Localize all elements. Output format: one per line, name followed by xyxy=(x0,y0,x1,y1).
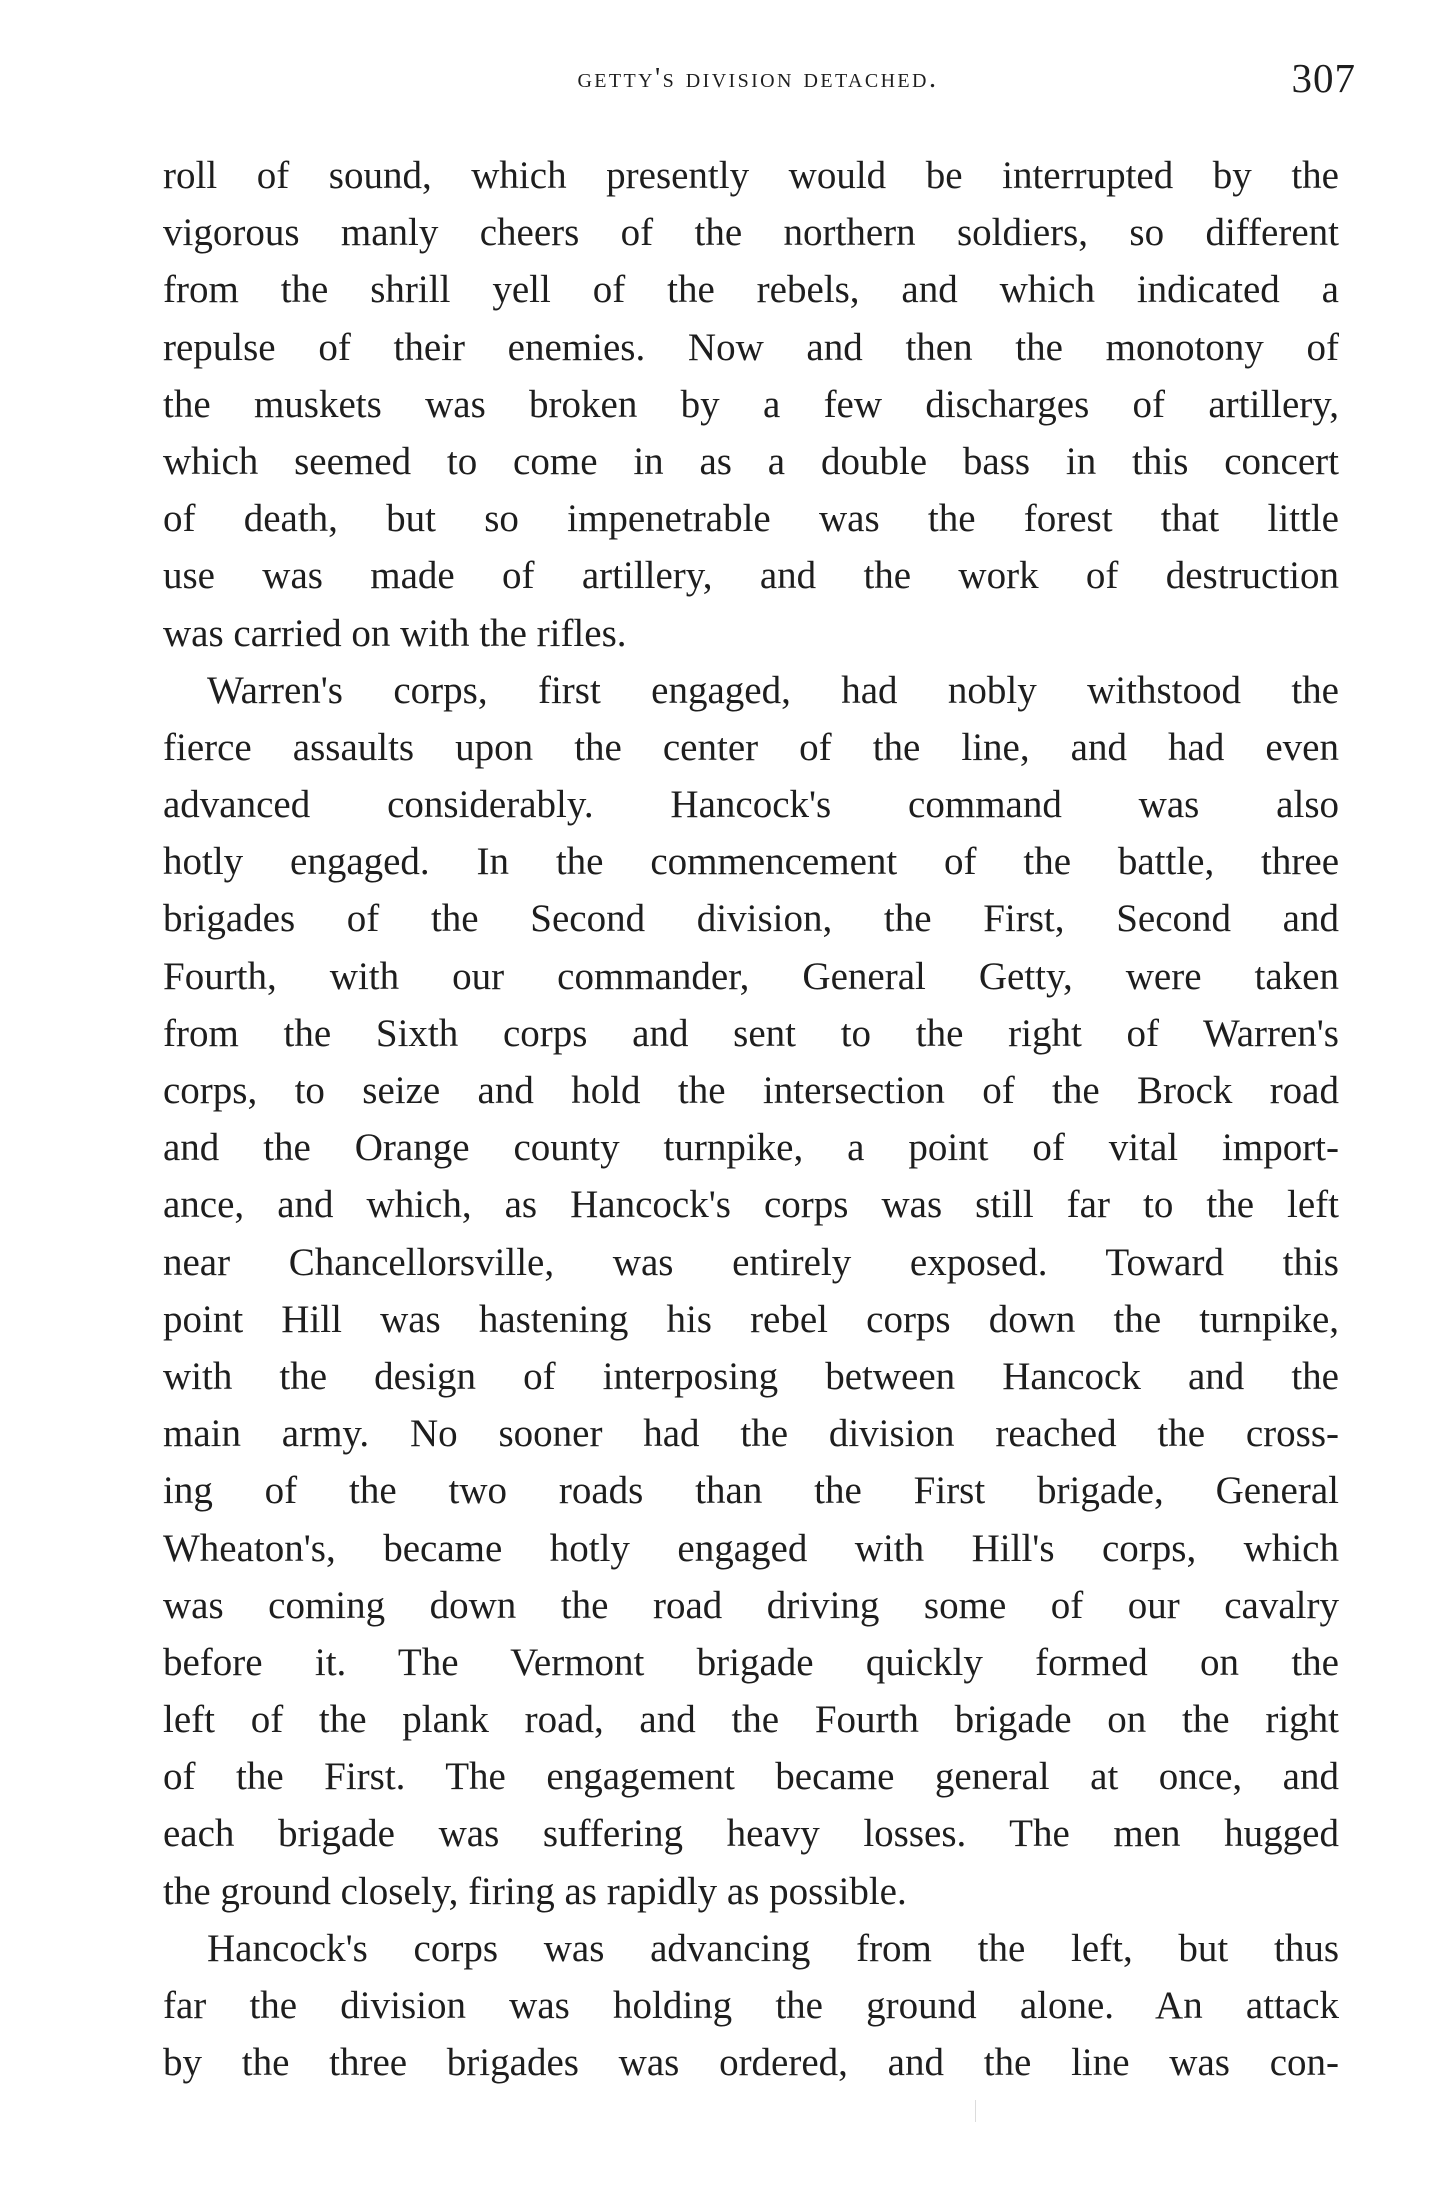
text-line: point Hill was hastening his rebel corps down the turnpike, xyxy=(163,1297,1339,1341)
text-line: use was made of artillery, and the work of destruction xyxy=(163,554,1339,598)
text-line: from the shrill yell of the rebels, and which indicated a xyxy=(163,268,1339,312)
text-line: from the Sixth corps and sent to the right of Warren's xyxy=(163,1011,1339,1055)
paragraph-start-line: Hancock's corps was advancing from the left, but thus xyxy=(207,1926,1339,1970)
text-line: of death, but so impenetrable was the forest that little xyxy=(163,497,1339,541)
running-head xyxy=(160,55,1356,114)
text-line: repulse of their enemies. Now and then the monotony of xyxy=(163,325,1339,369)
text-line: ing of the two roads than the First brigade, General xyxy=(163,1469,1339,1513)
text-line: which seemed to come in as a double bass in this concert xyxy=(163,439,1339,483)
text-line: fierce assaults upon the center of the line, and had even xyxy=(163,725,1339,769)
paragraph-end-line: the ground closely, firing as rapidly as possible. xyxy=(163,1869,907,1913)
text-line: ance, and which, as Hancock's corps was still far to the left xyxy=(163,1183,1339,1227)
text-line: corps, to seize and hold the intersection of the Brock road xyxy=(163,1069,1339,1112)
page-number: 307 xyxy=(1291,55,1356,101)
text-line: far the division was holding the ground alone. An attack xyxy=(163,1984,1339,2027)
text-line: before it. The Vermont brigade quickly formed on the xyxy=(163,1640,1339,1684)
text-line: hotly engaged. In the commencement of the battle, three xyxy=(163,840,1339,884)
text-line: roll of sound, which presently would be interrupted by the xyxy=(163,154,1339,197)
text-line: Wheaton's, became hotly engaged with Hill's corps, which xyxy=(163,1526,1339,1570)
text-line: of the First. The engagement became general at once, and xyxy=(163,1755,1339,1799)
text-line: main army. No sooner had the division reached the cross- xyxy=(163,1412,1339,1456)
text-line: vigorous manly cheers of the northern soldiers, so different xyxy=(163,211,1339,255)
text-line: was coming down the road driving some of our cavalry xyxy=(163,1583,1339,1627)
text-line: Fourth, with our commander, General Getty, were taken xyxy=(163,954,1339,998)
paragraph-end-line: was carried on with the rifles. xyxy=(163,611,627,655)
text-line: each brigade was suffering heavy losses. The men hugged xyxy=(163,1812,1339,1856)
text-line: with the design of interposing between Hancock and the xyxy=(163,1354,1339,1398)
paper-mark xyxy=(975,2100,976,2122)
text-line: the muskets was broken by a few discharges of artillery, xyxy=(163,382,1339,426)
paragraph-start-line: Warren's corps, first engaged, had nobly withstood the xyxy=(207,668,1339,712)
body-text xyxy=(163,147,1339,2091)
text-line: left of the plank road, and the Fourth brigade on the right xyxy=(163,1698,1339,1742)
text-line: and the Orange county turnpike, a point of vital import- xyxy=(163,1126,1339,1170)
text-line: advanced considerably. Hancock's command was also xyxy=(163,783,1339,827)
text-line: near Chancellorsville, was entirely exposed. Toward this xyxy=(163,1240,1339,1284)
chapter-running-title: getty's division detached. xyxy=(577,62,939,94)
text-line: by the three brigades was ordered, and the line was con- xyxy=(163,2041,1339,2085)
text-line: brigades of the Second division, the First, Second and xyxy=(163,897,1339,941)
